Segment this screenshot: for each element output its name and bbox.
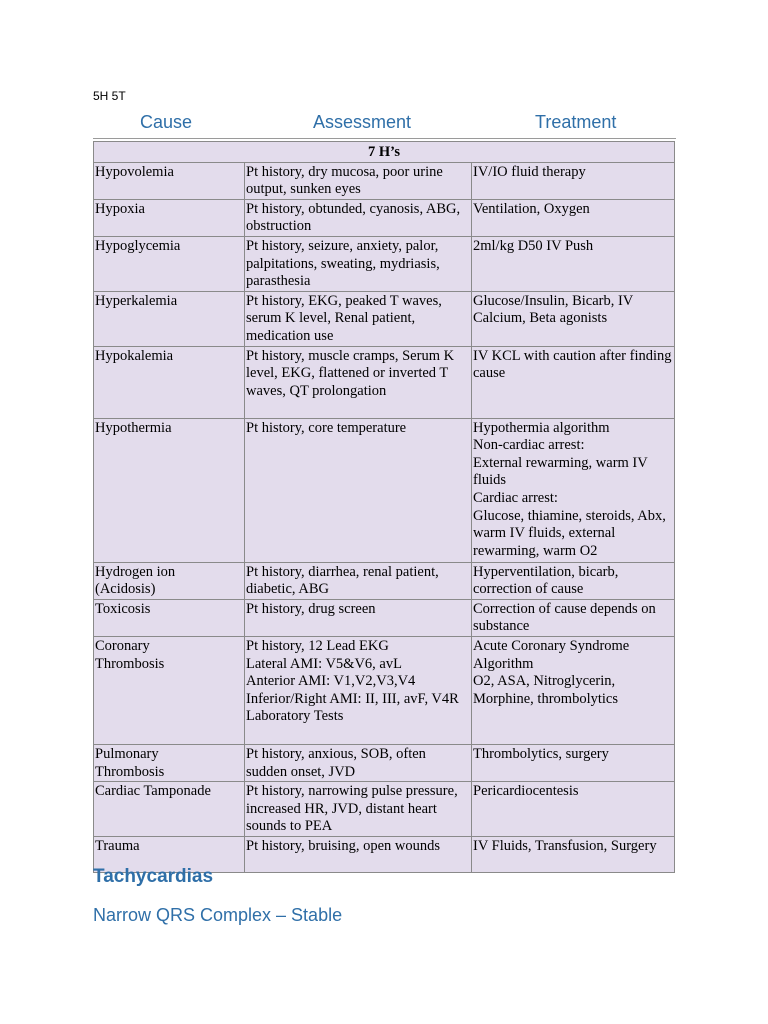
cause-cell: Hypothermia [94, 418, 245, 562]
causes-table [93, 141, 675, 873]
assessment-cell: Pt history, seizure, anxiety, palor, palpitations, sweating, mydriasis, parasthesia [245, 236, 472, 291]
treatment-cell: Hyperventilation, bicarb, correction of cause [472, 562, 675, 599]
treatment-cell: Hypothermia algorithm Non-cardiac arrest: External rewarming, warm IV fluids Cardiac arrest: Glucose, thiamine, steroids, Abx, warm IV fluids, external rewarming, warm O2 [472, 418, 675, 562]
document-label: 5H 5T [93, 89, 126, 103]
cause-cell: Trauma [94, 836, 245, 872]
treatment-cell: Acute Coronary Syndrome Algorithm O2, ASA, Nitroglycerin, Morphine, thrombolytics [472, 636, 675, 744]
cause-cell: Pulmonary Thrombosis [94, 744, 245, 781]
assessment-cell: Pt history, obtunded, cyanosis, ABG, obstruction [245, 199, 472, 236]
cause-cell: Hyperkalemia [94, 291, 245, 346]
table-row [94, 418, 675, 562]
table-row [94, 599, 675, 636]
cause-cell: Hypoxia [94, 199, 245, 236]
assessment-cell: Pt history, muscle cramps, Serum K level, EKG, flattened or inverted T waves, QT prolongation [245, 346, 472, 418]
treatment-cell: Thrombolytics, surgery [472, 744, 675, 781]
table-row [94, 636, 675, 744]
assessment-cell: Pt history, dry mucosa, poor urine output, sunken eyes [245, 162, 472, 199]
narrow-qrs-subheading: Narrow QRS Complex – Stable [93, 905, 343, 925]
table-row [94, 346, 675, 418]
cause-cell: Hypoglycemia [94, 236, 245, 291]
assessment-cell: Pt history, diarrhea, renal patient, diabetic, ABG [245, 562, 472, 599]
header-assessment: Assessment [313, 112, 412, 132]
assessment-cell: Pt history, narrowing pulse pressure, increased HR, JVD, distant heart sounds to PEA [245, 782, 472, 837]
assessment-cell: Pt history, core temperature [245, 418, 472, 562]
table-row [94, 291, 675, 346]
table-row [94, 782, 675, 837]
table-row [94, 199, 675, 236]
cause-cell: Cardiac Tamponade [94, 782, 245, 837]
assessment-cell: Pt history, anxious, SOB, often sudden onset, JVD [245, 744, 472, 781]
section-row [94, 142, 675, 163]
assessment-cell: Pt history, 12 Lead EKG Lateral AMI: V5&V6, avL Anterior AMI: V1,V2,V3,V4 Inferior/Right AMI: II, III, avF, V4R Laboratory Tests [245, 636, 472, 744]
assessment-cell: Pt history, drug screen [245, 599, 472, 636]
treatment-cell: Glucose/Insulin, Bicarb, IV Calcium, Beta agonists [472, 291, 675, 346]
treatment-cell: Pericardiocentesis [472, 782, 675, 837]
table-row [94, 162, 675, 199]
table-row [94, 236, 675, 291]
treatment-cell: IV KCL with caution after finding cause [472, 346, 675, 418]
cause-cell: Coronary Thrombosis [94, 636, 245, 744]
tachycardias-heading: Tachycardias [93, 866, 214, 887]
treatment-cell: Ventilation, Oxygen [472, 199, 675, 236]
assessment-cell: Pt history, bruising, open wounds [245, 836, 472, 872]
cause-cell: Hypokalemia [94, 346, 245, 418]
treatment-cell: 2ml/kg D50 IV Push [472, 236, 675, 291]
header-treatment: Treatment [535, 112, 617, 132]
column-headers [93, 112, 676, 139]
table-row [94, 744, 675, 781]
treatment-cell: IV Fluids, Transfusion, Surgery [472, 836, 675, 872]
cause-cell: Hypovolemia [94, 162, 245, 199]
treatment-cell: IV/IO fluid therapy [472, 162, 675, 199]
section-title: 7 H’s [94, 142, 675, 163]
assessment-cell: Pt history, EKG, peaked T waves, serum K level, Renal patient, medication use [245, 291, 472, 346]
table-row [94, 562, 675, 599]
treatment-cell: Correction of cause depends on substance [472, 599, 675, 636]
cause-cell: Hydrogen ion (Acidosis) [94, 562, 245, 599]
header-cause: Cause [140, 112, 193, 132]
cause-cell: Toxicosis [94, 599, 245, 636]
